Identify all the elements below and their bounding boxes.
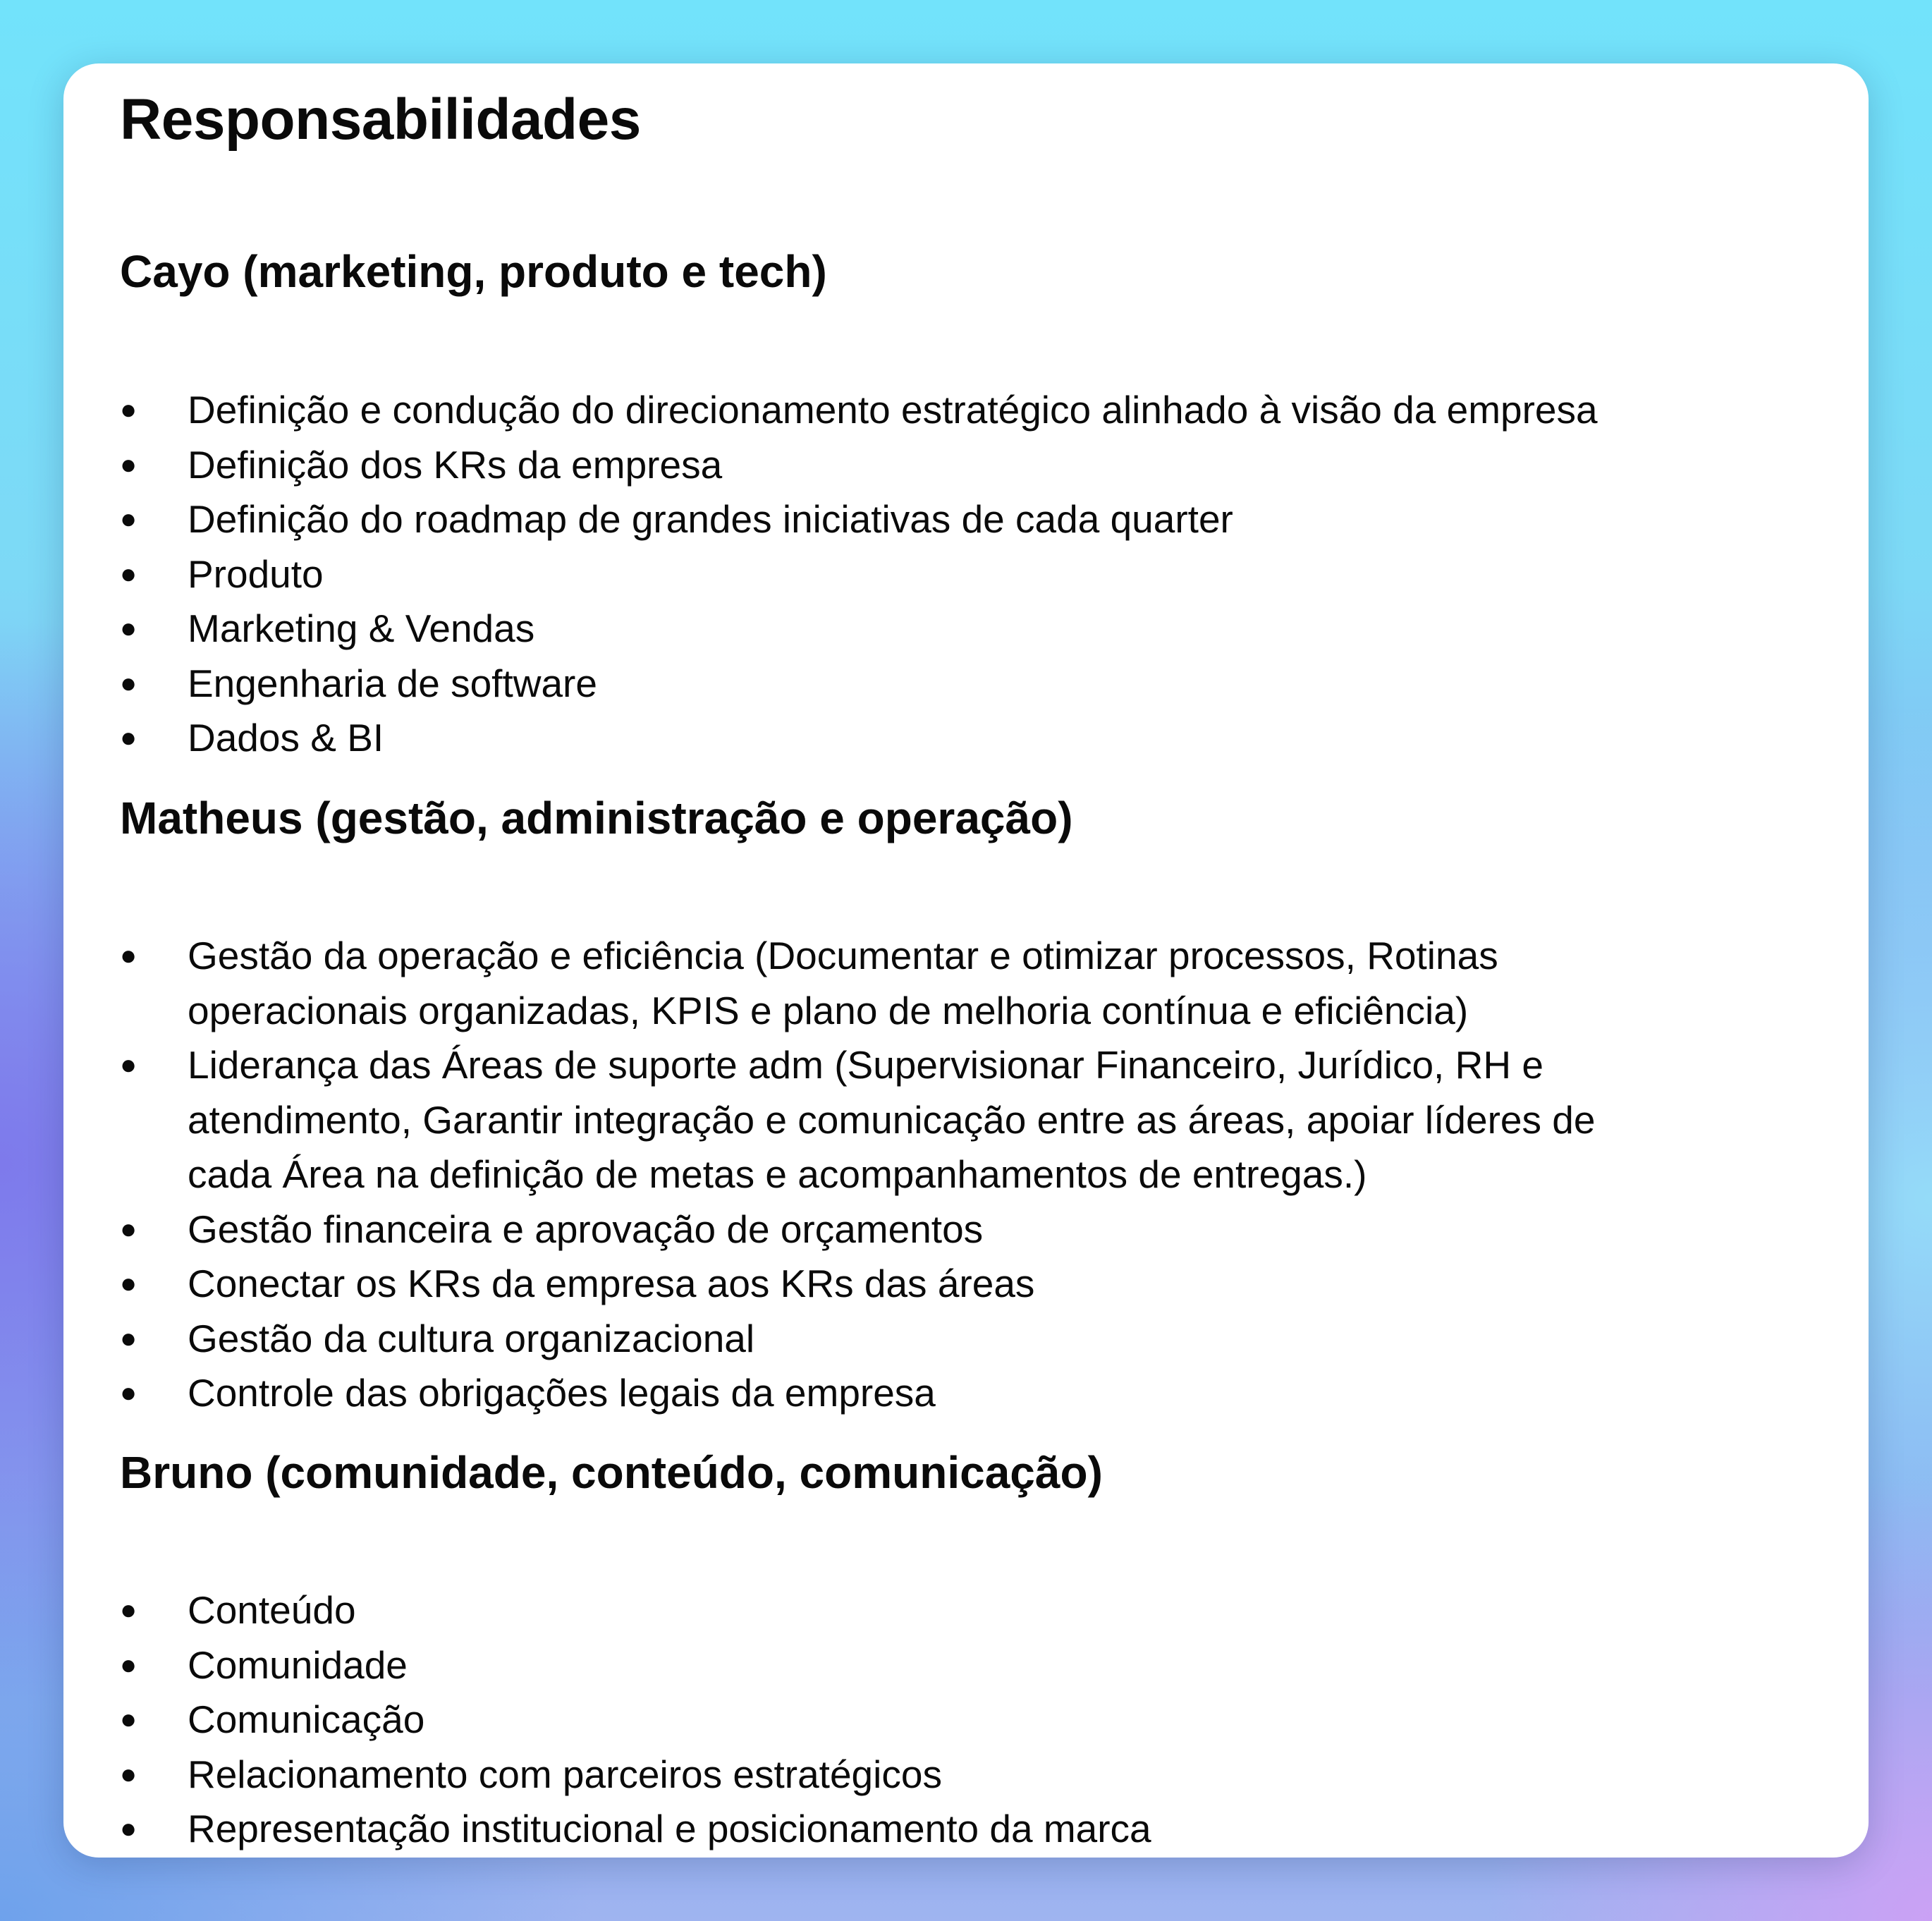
list-item: ● Gestão financeira e aprovação de orçamentos	[120, 1202, 1812, 1257]
list-item: ● Controle das obrigações legais da empresa	[120, 1366, 1812, 1421]
list-item: ● Conectar os KRs da empresa aos KRs das áreas	[120, 1257, 1812, 1312]
responsibility-list-cayo	[120, 383, 1812, 766]
section-heading-bruno: Bruno (comunidade, conteúdo, comunicação)	[120, 1447, 1103, 1498]
bullet-icon: ●	[120, 940, 137, 971]
bullet-icon: ●	[120, 1377, 137, 1408]
list-item: ● Produto	[120, 547, 1812, 602]
bullet-icon: ●	[120, 558, 137, 590]
bullet-icon: ●	[120, 613, 137, 644]
list-item: ● Dados & BI	[120, 711, 1812, 766]
bullet-icon: ●	[120, 1813, 137, 1844]
bullet-icon: ●	[120, 1704, 137, 1735]
section-heading-cayo: Cayo (marketing, produto e tech)	[120, 246, 827, 297]
page-title: Responsabilidades	[120, 87, 641, 152]
bullet-icon: ●	[120, 449, 137, 480]
bullet-icon: ●	[120, 1268, 137, 1299]
list-item: ● Definição do roadmap de grandes iniciativas de cada quarter	[120, 492, 1812, 547]
list-item-continuation: atendimento, Garantir integração e comunicação entre as áreas, apoiar líderes de	[188, 1097, 1596, 1142]
list-item: ● Representação institucional e posicionamento da marca	[120, 1802, 1812, 1857]
bullet-icon: ●	[120, 1322, 137, 1354]
bullet-icon: ●	[120, 1594, 137, 1626]
list-item: ● Definição dos KRs da empresa	[120, 438, 1812, 493]
bullet-icon: ●	[120, 667, 137, 699]
list-item: ● Comunicação	[120, 1693, 1812, 1748]
bullet-icon: ●	[120, 394, 137, 425]
list-item: ● Relacionamento com parceiros estratégicos	[120, 1748, 1812, 1803]
bullet-icon: ●	[120, 722, 137, 753]
list-item: ● Comunidade	[120, 1638, 1812, 1693]
responsibility-list-bruno	[120, 1583, 1812, 1857]
bullet-icon: ●	[120, 504, 137, 535]
list-item: ● Conteúdo	[120, 1583, 1812, 1638]
list-item-continuation: cada Área na definição de metas e acompanhamentos de entregas.)	[188, 1152, 1367, 1196]
list-item: ● Marketing & Vendas	[120, 602, 1812, 657]
responsibility-list-matheus	[120, 929, 1812, 1421]
list-item: ● Gestão da cultura organizacional	[120, 1312, 1812, 1367]
list-item-continuation: operacionais organizadas, KPIS e plano de melhoria contínua e eficiência)	[188, 988, 1469, 1032]
list-item: ● Gestão da operação e eficiência (Documentar e otimizar processos, Rotinas	[120, 929, 1812, 984]
section-heading-matheus: Matheus (gestão, administração e operação)	[120, 793, 1073, 843]
bullet-icon: ●	[120, 1213, 137, 1245]
list-item: ● Engenharia de software	[120, 657, 1812, 712]
bullet-icon: ●	[120, 1649, 137, 1681]
document-card	[63, 63, 1869, 1858]
bullet-icon: ●	[120, 1758, 137, 1790]
bullet-icon: ●	[120, 1049, 137, 1080]
list-item: ● Liderança das Áreas de suporte adm (Supervisionar Financeiro, Jurídico, RH e	[120, 1038, 1812, 1093]
list-item: ● Definição e condução do direcionamento estratégico alinhado à visão da empresa	[120, 383, 1812, 438]
